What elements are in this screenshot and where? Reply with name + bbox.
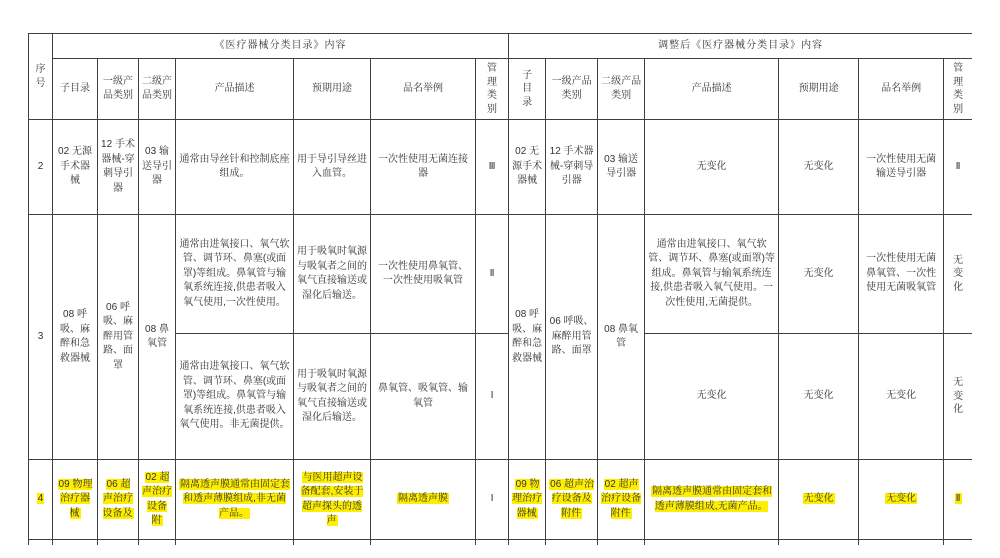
table-row-2 bbox=[29, 120, 973, 215]
cell-r4-right-examples bbox=[859, 460, 944, 540]
cell-empty bbox=[598, 540, 645, 546]
cell-r4-right-subcategory bbox=[509, 460, 546, 540]
cell-r2-left-level1: 12 手术器械-穿刺导引器 bbox=[98, 120, 139, 215]
cell-r4-left-subcategory bbox=[53, 460, 98, 540]
cell-r4-right-examples-text: 无变化 bbox=[886, 493, 917, 505]
cell-r3-left-subcategory: 08 呼吸、麻醉和急救器械 bbox=[53, 215, 98, 460]
cell-r3-right-sub1-use: 无变化 bbox=[779, 215, 859, 334]
header-columns-row bbox=[29, 59, 973, 120]
cell-empty bbox=[98, 540, 139, 546]
cell-r2-left-class: Ⅲ bbox=[476, 120, 509, 215]
cell-r3-right-sub2-use: 无变化 bbox=[779, 334, 859, 460]
col-header-right-subcategory-label: 子目录 bbox=[522, 69, 533, 108]
cell-empty bbox=[53, 540, 98, 546]
cell-r3-right-sub1-examples: 一次性使用无菌鼻氧管、一次性使用无菌吸氧管 bbox=[859, 215, 944, 334]
cell-empty bbox=[294, 540, 371, 546]
cell-r3-right-level1: 06 呼吸、麻醉用管路、面罩 bbox=[546, 215, 598, 460]
cell-r4-right-description bbox=[645, 460, 779, 540]
col-header-left-level2: 二级产品类别 bbox=[139, 59, 176, 120]
cell-r4-left-examples bbox=[371, 460, 476, 540]
cell-r2-left-level2: 03 输送导引器 bbox=[139, 120, 176, 215]
cell-r3-left-sub1-description: 通常由进氧接口、氧气软管、调节环、鼻塞(或面罩)等组成。鼻氧管与输氧系统连接,供患者吸入氧气使用,一次性使用。 bbox=[176, 215, 294, 334]
cell-empty bbox=[476, 540, 509, 546]
col-header-right-level2: 二级产品类别 bbox=[598, 59, 645, 120]
col-header-right-class-label: 管理类别 bbox=[953, 63, 964, 115]
col-header-right-class bbox=[944, 59, 972, 120]
col-header-left-class-label: 管理类别 bbox=[487, 63, 498, 115]
cell-r3-right-sub2-examples: 无变化 bbox=[859, 334, 944, 460]
col-header-right-description: 产品描述 bbox=[645, 59, 779, 120]
cell-r3-left-sub1-class: Ⅱ bbox=[476, 215, 509, 334]
cell-r3-right-sub1-class-label: 无变化 bbox=[953, 254, 964, 293]
col-header-left-description: 产品描述 bbox=[176, 59, 294, 120]
cell-r4-left-level1-text: 06 超声治疗设备及 bbox=[102, 478, 133, 519]
cell-r4-left-level2-text: 02 超声治疗设备附 bbox=[142, 471, 172, 526]
col-header-left-class bbox=[476, 59, 509, 120]
cell-r3-left-sub2-description: 通常由进氧接口、氧气软管、调节环、鼻塞(或面罩)等组成。鼻氧管与输氧系统连接,供患者吸入氧气使用。非无菌提供。 bbox=[176, 334, 294, 460]
cell-r4-serial-text: 4 bbox=[37, 493, 44, 505]
col-header-left-use: 预期用途 bbox=[294, 59, 371, 120]
header-serial-label: 序号 bbox=[35, 64, 46, 89]
cell-r4-right-subcategory-text: 09 物理治疗器械 bbox=[512, 478, 543, 519]
cell-r2-left-examples: 一次性使用无菌连接器 bbox=[371, 120, 476, 215]
cell-r3-right-sub1-description: 通常由进氧接口、氧气软管、调节环、鼻塞(或面罩)等组成。鼻氧管与输氧系统连接,供患者吸入氧气使用。一次性使用,无菌提供。 bbox=[645, 215, 779, 334]
table-clip-region bbox=[28, 33, 972, 545]
cell-empty bbox=[546, 540, 598, 546]
cell-r4-left-level1 bbox=[98, 460, 139, 540]
col-header-right-subcategory bbox=[509, 59, 546, 120]
cell-r4-left-use-text: 与医用超声设备配套,安装于超声探头的透声 bbox=[300, 471, 364, 526]
cell-r3-left-sub1-examples: 一次性使用鼻氧管、一次性使用吸氧管 bbox=[371, 215, 476, 334]
col-header-left-subcategory: 子目录 bbox=[53, 59, 98, 120]
col-header-left-level1: 一级产品类别 bbox=[98, 59, 139, 120]
cell-empty bbox=[509, 540, 546, 546]
cell-r4-right-class-text: Ⅱ bbox=[955, 493, 961, 505]
table-row-5-clipped bbox=[29, 540, 973, 546]
cell-r3-right-sub1-class bbox=[944, 215, 972, 334]
cell-empty bbox=[859, 540, 944, 546]
cell-r4-right-level2-text: 02 超声治疗设备附件 bbox=[601, 478, 642, 519]
cell-r4-right-level2 bbox=[598, 460, 645, 540]
table-row-4 bbox=[29, 460, 973, 540]
cell-r3-left-level2: 08 鼻氧管 bbox=[139, 215, 176, 460]
cell-r4-right-class bbox=[944, 460, 972, 540]
cell-r3-right-subcategory: 08 呼吸、麻醉和急救器械 bbox=[509, 215, 546, 460]
cell-r4-right-use bbox=[779, 460, 859, 540]
cell-r4-right-level1 bbox=[546, 460, 598, 540]
cell-r3-right-sub2-description: 无变化 bbox=[645, 334, 779, 460]
cell-r2-right-class: Ⅱ bbox=[944, 120, 972, 215]
cell-r2-right-level2: 03 输送导引器 bbox=[598, 120, 645, 215]
col-header-right-examples: 品名举例 bbox=[859, 59, 944, 120]
cell-r3-left-sub2-examples: 鼻氧管、吸氧管、输氧管 bbox=[371, 334, 476, 460]
cell-r3-left-sub1-use: 用于吸氧时氧源与吸氧者之间的氧气直接输送或湿化后输送。 bbox=[294, 215, 371, 334]
cell-r2-right-examples: 一次性使用无菌输送导引器 bbox=[859, 120, 944, 215]
col-header-right-use: 预期用途 bbox=[779, 59, 859, 120]
cell-r2-left-subcategory: 02 无源手术器械 bbox=[53, 120, 98, 215]
cell-r4-left-level2 bbox=[139, 460, 176, 540]
cell-r3-right-level2: 08 鼻氧管 bbox=[598, 215, 645, 460]
cell-r4-right-level1-text: 06 超声治疗设备及附件 bbox=[550, 478, 595, 519]
cell-r2-left-use: 用于导引导丝进入血管。 bbox=[294, 120, 371, 215]
cell-r3-left-sub2-class: Ⅰ bbox=[476, 334, 509, 460]
cell-r3-left-level1: 06 呼吸、麻醉用管路、面罩 bbox=[98, 215, 139, 460]
cell-r4-left-description-text: 隔离透声膜通常由固定套和透声薄膜组成,非无菌产品。 bbox=[180, 478, 290, 519]
cell-r2-serial: 2 bbox=[29, 120, 53, 215]
col-header-right-level1: 一级产品类别 bbox=[546, 59, 598, 120]
header-group-row bbox=[29, 34, 973, 59]
cell-empty bbox=[645, 540, 779, 546]
cell-empty bbox=[139, 540, 176, 546]
cell-r3-right-sub2-class bbox=[944, 334, 972, 460]
classification-comparison-table bbox=[28, 33, 972, 545]
cell-r4-left-class: Ⅰ bbox=[476, 460, 509, 540]
cell-r4-left-description bbox=[176, 460, 294, 540]
cell-r3-right-sub2-class-label: 无变化 bbox=[953, 377, 964, 416]
cell-r3-serial: 3 bbox=[29, 215, 53, 460]
cell-empty bbox=[944, 540, 972, 546]
cell-r4-left-examples-text: 隔离透声膜 bbox=[398, 493, 448, 505]
cell-empty bbox=[779, 540, 859, 546]
cell-empty bbox=[176, 540, 294, 546]
header-serial bbox=[29, 34, 53, 120]
table-row-3-sub1 bbox=[29, 215, 973, 334]
cell-r4-right-description-text: 隔离透声膜通常由固定套和透声薄膜组成,无菌产品。 bbox=[652, 486, 773, 512]
cell-empty bbox=[29, 540, 53, 546]
cell-r2-right-use: 无变化 bbox=[779, 120, 859, 215]
cell-r4-left-use bbox=[294, 460, 371, 540]
cell-r2-left-description: 通常由导丝针和控制底座组成。 bbox=[176, 120, 294, 215]
cell-r2-right-subcategory: 02 无源手术器械 bbox=[509, 120, 546, 215]
cell-r2-right-description: 无变化 bbox=[645, 120, 779, 215]
cell-r2-right-level1: 12 手术器械-穿刺导引器 bbox=[546, 120, 598, 215]
col-header-left-examples: 品名举例 bbox=[371, 59, 476, 120]
group-title-left: 《医疗器械分类目录》内容 bbox=[53, 34, 509, 59]
cell-r4-right-use-text: 无变化 bbox=[803, 493, 834, 505]
cell-r4-left-subcategory-text: 09 物理治疗器械 bbox=[58, 478, 93, 519]
group-title-right: 调整后《医疗器械分类目录》内容 bbox=[509, 34, 972, 59]
cell-r4-serial bbox=[29, 460, 53, 540]
cell-empty bbox=[371, 540, 476, 546]
cell-r3-left-sub2-use: 用于吸氧时氧源与吸氧者之间的氧气直接输送或湿化后输送。 bbox=[294, 334, 371, 460]
